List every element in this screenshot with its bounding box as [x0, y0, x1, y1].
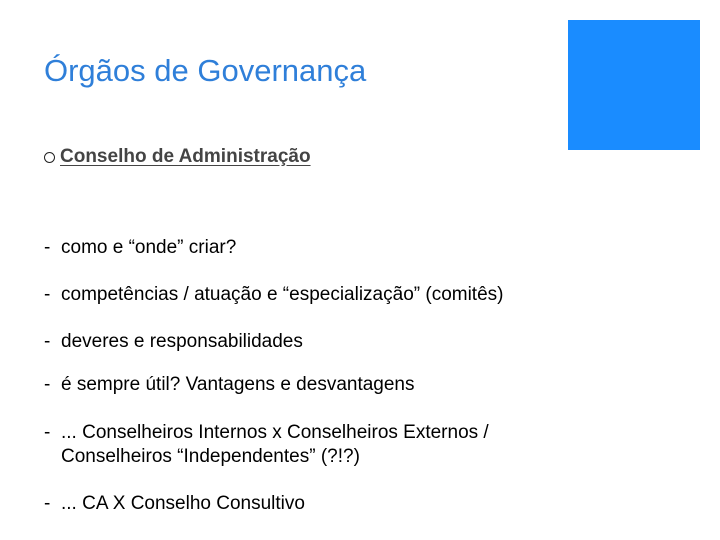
bullet-text: é sempre útil? Vantagens e desvantagens — [61, 374, 415, 395]
bullet-text: competências / atuação e “especialização” (comitês) — [61, 284, 504, 305]
bullet-text: como e “onde” criar? — [61, 237, 237, 258]
accent-box — [568, 20, 700, 150]
dash-icon: - — [44, 331, 51, 352]
subheading-text: Conselho de Administração — [60, 146, 311, 167]
bullet-item — [44, 373, 624, 397]
bullet-item — [44, 330, 624, 354]
bullet-text: ... CA X Conselho Consultivo — [61, 493, 305, 514]
circle-bullet-icon — [44, 152, 55, 163]
dash-icon: - — [44, 237, 51, 258]
bullet-item — [44, 492, 624, 516]
bullet-text: ... Conselheiros Internos x Conselheiros Externos / Conselheiros “Independentes” (?!?) — [61, 422, 489, 467]
dash-icon: - — [44, 422, 51, 443]
slide-title: Órgãos de Governança — [44, 53, 367, 88]
dash-icon: - — [44, 284, 51, 305]
bullet-item — [44, 283, 624, 307]
dash-icon: - — [44, 493, 51, 514]
dash-icon: - — [44, 374, 51, 395]
bullet-item — [44, 236, 624, 260]
bullet-item — [44, 421, 624, 469]
bullet-text: deveres e responsabilidades — [61, 331, 303, 352]
subheading — [44, 146, 311, 169]
